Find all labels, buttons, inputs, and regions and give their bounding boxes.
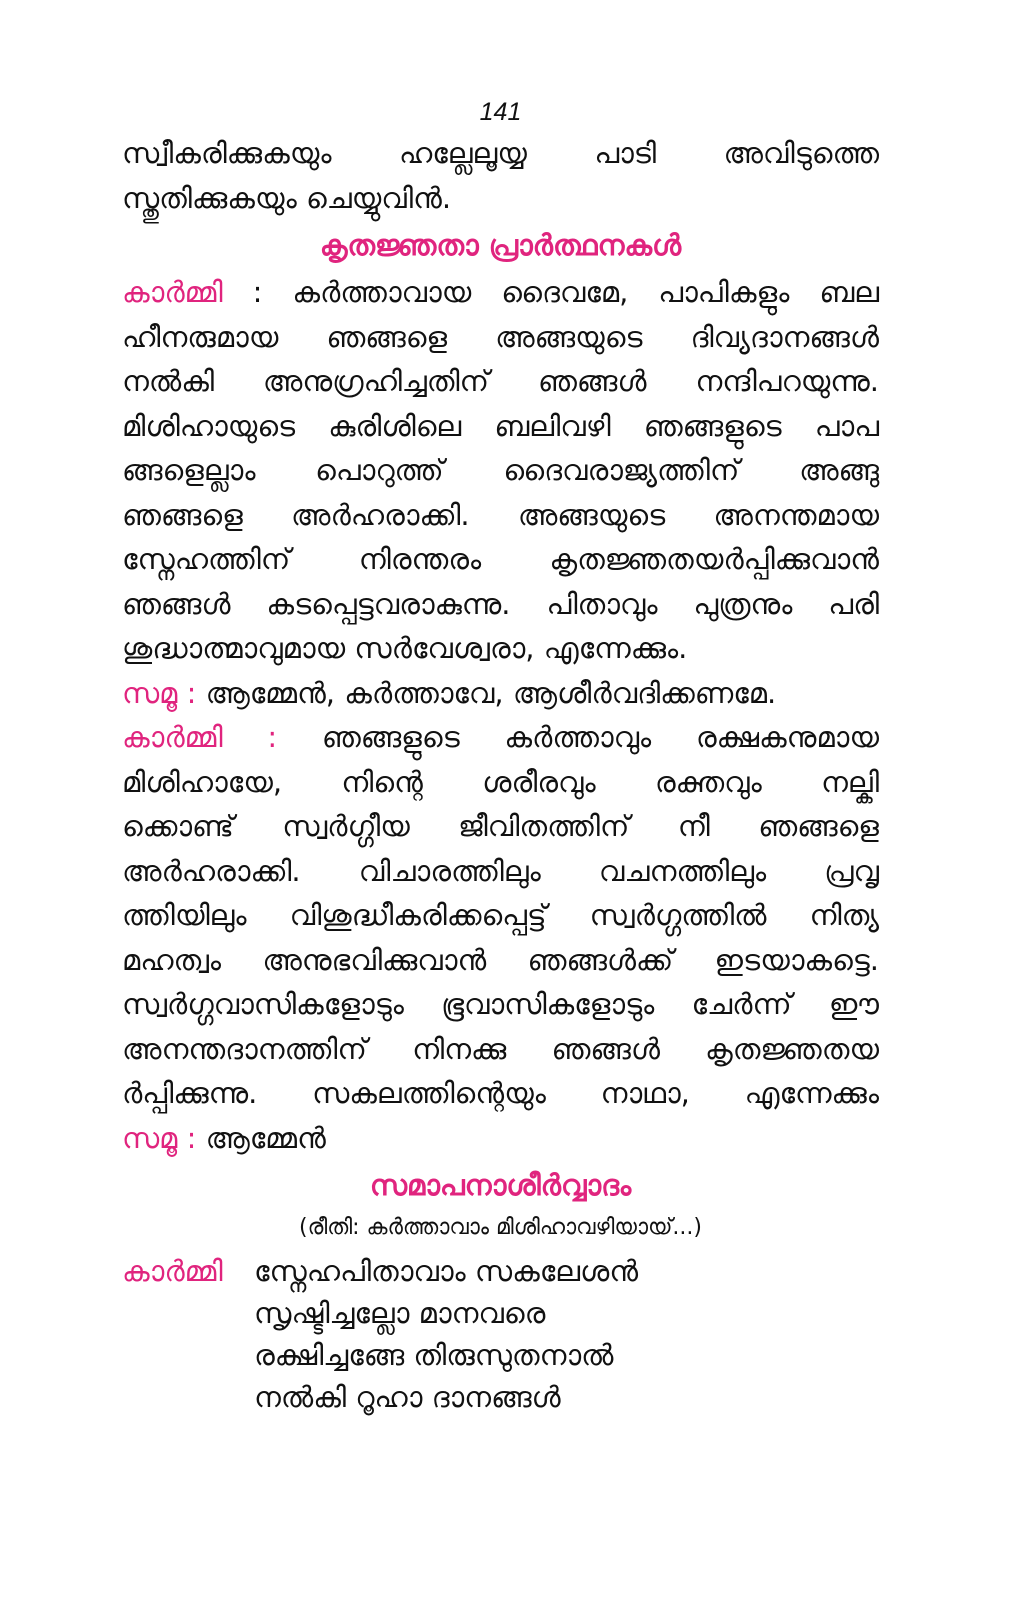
prayer-first-line	[122, 270, 879, 315]
speaker-label: സമൂ	[122, 675, 178, 710]
song-line: സ്നേഹപിതാവാം സകലേശൻ	[254, 1254, 639, 1288]
song-lines	[254, 1250, 638, 1418]
text-line: മിശിഹായുടെ കുരിശിലെ ബലിവഴി ഞങ്ങളുടെ പാപ	[122, 408, 879, 443]
text-line: ശുദ്ധാത്മാവുമായ സർവേശ്വരാ, എന്നേക്കും.	[122, 631, 688, 665]
text-line: സ്തുതിക്കുകയും ചെയ്യുവിൻ.	[122, 180, 452, 215]
rubric-note: (രീതി: കർത്താവാം മിശിഹാവഴിയായ്...)	[298, 1215, 702, 1240]
section-heading: കൃതജ്ഞതാ പ്രാർത്ഥനകൾ	[319, 228, 682, 262]
text-line: മഹത്വം അനുഭവിക്കുവാൻ ഞങ്ങൾക്ക് ഇടയാകട്ടെ.	[122, 942, 879, 977]
song-block	[122, 1250, 879, 1418]
text-line: അനന്തദാനത്തിന് നിനക്കു ഞങ്ങൾ കൃതജ്ഞതയ	[122, 1031, 879, 1066]
prayer-first-line	[122, 715, 879, 760]
speaker-label: കാർമ്മി	[122, 720, 223, 754]
page-number: 141	[479, 98, 522, 126]
response-line	[122, 1116, 879, 1161]
song-line: സൃഷ്ടിച്ചല്ലോ മാനവരെ	[254, 1296, 546, 1330]
text-line: ത്തിയിലും വിശുദ്ധീകരിക്കപ്പെട്ട് സ്വർഗ്ഗത്തിൽ നിത്യ	[122, 898, 879, 932]
text-line: മിശിഹായേ, നിന്റെ ശരീരവും രക്തവും നല്കി	[122, 764, 879, 799]
text-segment: ഞങ്ങളുടെ കർത്താവും രക്ഷകനുമായ	[321, 720, 879, 754]
response-line	[122, 671, 879, 716]
text-line: ങ്ങളെല്ലാം പൊറുത്ത് ദൈവരാജ്യത്തിന് അങ്ങു	[122, 453, 879, 487]
speaker-separator: :	[177, 1120, 206, 1155]
song-line: നൽകി റൂഹാ ദാനങ്ങൾ	[254, 1380, 561, 1414]
text-line: അർഹരാക്കി. വിചാരത്തിലും വചനത്തിലും പ്രവൃ	[122, 853, 879, 888]
text-segment: കർത്താവായ ദൈവമേ, പാപികളും ബല	[292, 275, 879, 309]
text-line: സ്വീകരിക്കുകയും ഹല്ലേലൂയ്യ പാടി അവിടുത്തെ	[122, 136, 879, 170]
speaker-label: കാർമ്മി	[122, 1254, 223, 1288]
speaker-separator: :	[222, 720, 322, 754]
text-segment: ആമ്മേൻ, കർത്താവേ, ആശീർവദിക്കണമേ.	[205, 675, 777, 710]
text-line: സ്നേഹത്തിന് നിരന്തരം കൃതജ്ഞതയർപ്പിക്കുവാൻ	[122, 542, 879, 576]
song-line: രക്ഷിച്ചങ്ങേ തിരുസുതനാൽ	[254, 1338, 614, 1372]
text-line: ഞങ്ങൾ കടപ്പെട്ടവരാകുന്നു. പിതാവും പുത്രനും പരി	[122, 586, 879, 621]
page-content	[122, 95, 879, 1418]
text-line: ർപ്പിക്കുന്നു. സകലത്തിന്റെയും നാഥാ, എന്നേക്കും	[122, 1076, 879, 1110]
text-line: സ്വർഗ്ഗവാസികളോടും ഭൂവാസികളോടും ചേർന്ന് ഈ	[122, 987, 879, 1021]
text-line: ഹീനരുമായ ഞങ്ങളെ അങ്ങയുടെ ദിവ്യദാനങ്ങൾ	[122, 319, 879, 354]
text-line: നൽകി അനുഗ്രഹിച്ചതിന് ഞങ്ങൾ നന്ദിപറയുന്നു.	[122, 364, 879, 398]
speaker-separator: :	[222, 275, 293, 309]
text-line: ക്കൊണ്ട് സ്വർഗ്ഗീയ ജീവിതത്തിന് നീ ഞങ്ങളെ	[122, 809, 879, 843]
text-segment: ആമ്മേൻ	[205, 1120, 326, 1155]
speaker-label: സമൂ	[122, 1120, 178, 1155]
text-line: ഞങ്ങളെ അർഹരാക്കി. അങ്ങയുടെ അനന്തമായ	[122, 497, 879, 532]
speaker-label: കാർമ്മി	[122, 275, 223, 309]
section-heading: സമാപനാശീർവ്വാദം	[369, 1168, 632, 1202]
speaker-separator: :	[177, 675, 206, 710]
